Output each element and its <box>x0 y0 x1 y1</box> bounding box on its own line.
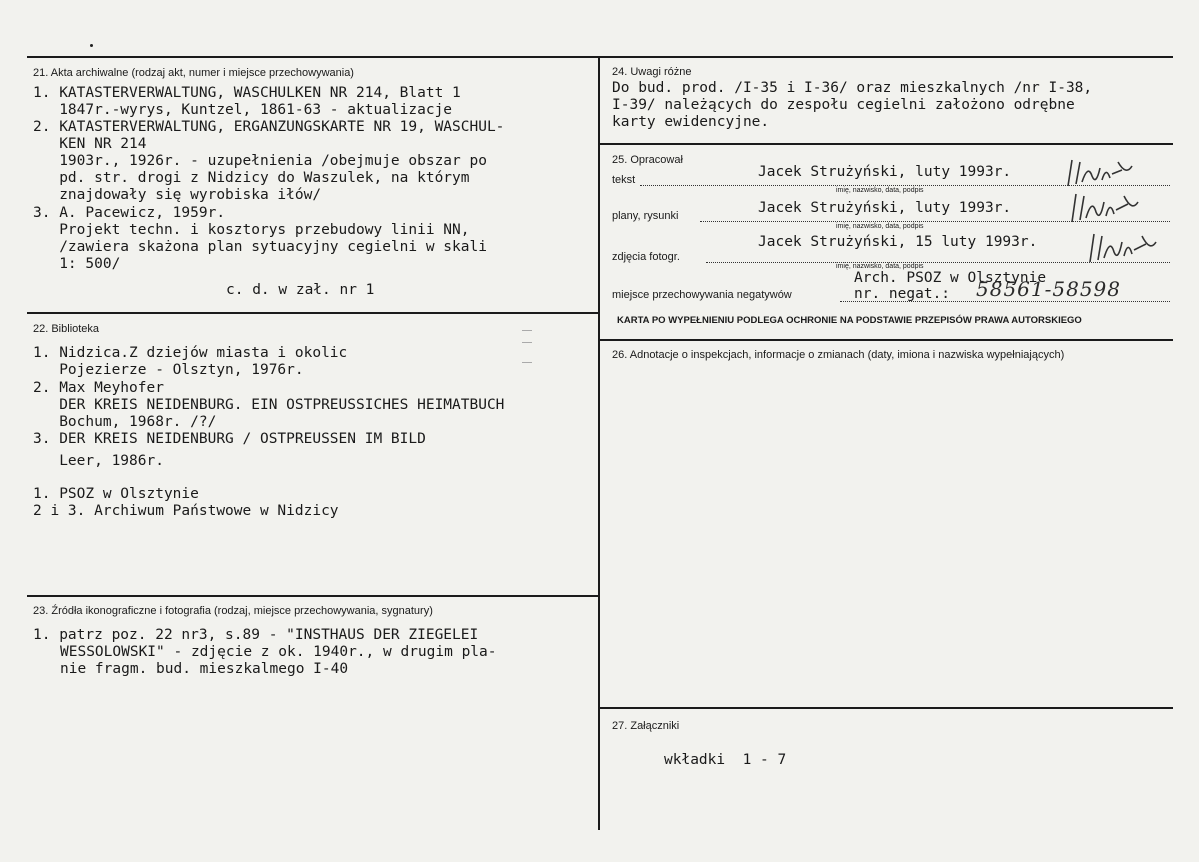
signature-2 <box>1070 190 1140 226</box>
section-26-title: 26. Adnotacje o inspekcjach, informacje o zmianach (daty, imiona i nazwiska wypełniających) <box>612 349 1065 361</box>
rule-21-22 <box>27 312 599 314</box>
text-line: 1903r., 1926r. - uzupełnienia /obejmuje obszar po <box>33 153 487 169</box>
rule-26-27 <box>599 707 1173 709</box>
section-24-title: 24. Uwagi różne <box>612 66 692 78</box>
rule-25-26 <box>599 339 1173 341</box>
text-line: 2. KATASTERVERWALTUNG, ERGANZUNGSKARTE NR 19, WASCHUL- <box>33 119 505 135</box>
text-line: 3. A. Pacewicz, 1959r. <box>33 205 226 221</box>
field-label-text: tekst <box>612 174 636 186</box>
ghost-dash <box>522 330 532 331</box>
text-line: /zawiera skażona plan sytuacyjny cegielni w skali <box>33 239 487 255</box>
text-line: pd. str. drogi z Nidzicy do Waszulek, na którym <box>33 170 470 186</box>
signature-1 <box>1066 156 1136 190</box>
text-line: DER KREIS NEIDENBURG. EIN OSTPREUSSICHES HEIMATBUCH <box>33 397 505 413</box>
text-line: 2 i 3. Archiwum Państwowe w Nidzicy <box>33 503 339 519</box>
text-line: 1. PSOZ w Olsztynie <box>33 486 199 502</box>
text-line: karty ewidencyjne. <box>612 114 770 130</box>
field-label-photos: zdjęcia fotogr. <box>612 251 680 263</box>
field-label-plans: plany, rysunki <box>612 210 679 222</box>
text-line: Do bud. prod. /I-35 i I-36/ oraz mieszkalnych /nr I-38, <box>612 80 1093 96</box>
attachments-value: wkładki 1 - 7 <box>664 752 787 768</box>
punch-mark <box>90 44 93 47</box>
column-divider <box>598 56 600 830</box>
text-line: I-39/ należących do zespołu cegielni założono odrębne <box>612 97 1075 113</box>
negatives-number-handwritten: 58561-58598 <box>976 277 1122 301</box>
copyright-notice: KARTA PO WYPEŁNIENIU PODLEGA OCHRONIE NA PODSTAWIE PRZEPISÓW PRAWA AUTORSKIEGO <box>617 315 1082 326</box>
field-value-plans: Jacek Strużyński, luty 1993r. <box>758 200 1012 216</box>
section-21-title: 21. Akta archiwalne (rodzaj akt, numer i miejsce przechowywania) <box>33 67 354 79</box>
signature-3 <box>1088 230 1158 266</box>
rule-22-23 <box>27 595 599 597</box>
text-line: 1. patrz poz. 22 nr3, s.89 - "INSTHAUS DER ZIEGELEI <box>33 627 479 643</box>
field-caption: imię, nazwisko, data, podpis <box>836 263 924 270</box>
ghost-dash <box>522 342 532 343</box>
text-line: KEN NR 214 <box>33 136 147 152</box>
continuation-note: c. d. w zał. nr 1 <box>226 282 375 298</box>
text-line: nie fragm. bud. mieszkalmego I-40 <box>60 661 349 677</box>
section-27-title: 27. Załączniki <box>612 720 680 732</box>
ghost-dash <box>522 362 532 363</box>
field-caption: imię, nazwisko, data, podpis <box>836 187 924 194</box>
text-line: Leer, 1986r. <box>33 453 164 469</box>
text-line: 2. Max Meyhofer <box>33 380 164 396</box>
text-line: 1847r.-wyrys, Kuntzel, 1861-63 - aktualizacje <box>33 102 453 118</box>
section-23-title: 23. Źródła ikonograficzne i fotografia (rodzaj, miejsce przechowywania, sygnatury) <box>33 605 433 617</box>
field-value-text: Jacek Strużyński, luty 1993r. <box>758 164 1012 180</box>
text-line: 1. Nidzica.Z dziejów miasta i okolic <box>33 345 348 361</box>
text-line: Projekt techn. i kosztorys przebudowy linii NN, <box>33 222 470 238</box>
text-line: Pojezierze - Olsztyn, 1976r. <box>33 362 304 378</box>
rule-24-25 <box>599 143 1173 145</box>
text-line: WESSOLOWSKI" - zdjęcie z ok. 1940r., w drugim pla- <box>60 644 497 660</box>
negatives-label: miejsce przechowywania negatywów <box>612 289 792 301</box>
section-22-title: 22. Biblioteka <box>33 323 100 335</box>
negatives-location: Arch. PSOZ w Olsztynie <box>854 270 1047 286</box>
section-25-title: 25. Opracował <box>612 154 683 166</box>
field-caption: imię, nazwisko, data, podpis <box>836 223 924 230</box>
text-line: 3. DER KREIS NEIDENBURG / OSTPREUSSEN IM BILD <box>33 431 426 447</box>
text-line: znajdowały się wyrobiska iłów/ <box>33 187 322 203</box>
text-line: 1. KATASTERVERWALTUNG, WASCHULKEN NR 214, Blatt 1 <box>33 85 461 101</box>
text-line: 1: 500/ <box>33 256 121 272</box>
text-line: Bochum, 1968r. /?/ <box>33 414 217 430</box>
negatives-number-label: nr. negat.: <box>854 286 951 302</box>
field-value-photos: Jacek Strużyński, 15 luty 1993r. <box>758 234 1038 250</box>
top-rule <box>27 56 1173 58</box>
